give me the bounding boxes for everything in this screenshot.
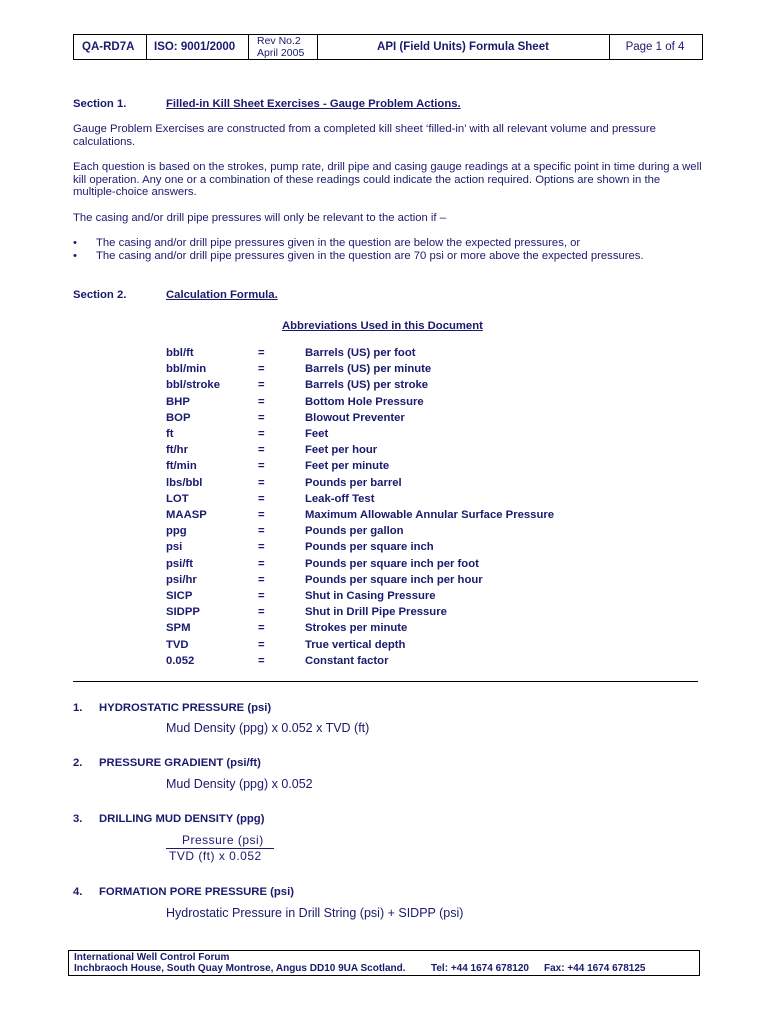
abbreviation-row [0,606,768,622]
abbreviation-row [0,347,768,363]
abbreviation-term: SICP [166,590,193,602]
abbreviation-term: SPM [166,622,191,635]
abbreviation-term: LOT [166,492,189,505]
abbreviation-term: ppg [166,525,187,538]
equals-sign: = [258,638,265,651]
header-divider [248,35,249,59]
section1-paragraph-3: The casing and/or drill pipe pressures will only be relevant to the action if – [73,212,446,224]
equals-sign: = [258,411,265,424]
iso-standard: ISO: 9001/2000 [154,41,236,53]
revision-number: Rev No.2 [257,35,301,47]
equals-sign: = [258,476,265,489]
section1-number: Section 1. [73,98,127,110]
formula-number: 2. [73,757,83,769]
abbreviation-term: BOP [166,411,191,424]
abbreviation-term: bbl/min [166,363,207,376]
abbreviation-row [0,558,768,574]
equals-sign: = [258,460,265,473]
document-footer [68,950,700,976]
equals-sign: = [258,606,265,619]
formula-expression: Mud Density (ppg) x 0.052 x TVD (ft) [166,721,370,735]
abbreviation-term: TVD [166,638,189,651]
revision-date: April 2005 [257,47,305,59]
section2-title: Calculation Formula. [166,289,278,301]
bullet-text: The casing and/or drill pipe pressures given in the question are 70 psi or more above the expected pressures. [96,250,644,262]
equals-sign: = [258,395,265,408]
abbreviation-row [0,379,768,395]
abbreviation-row [0,396,768,412]
formula-title: PRESSURE GRADIENT (psi/ft) [99,757,261,769]
section2-number: Section 2. [73,289,127,301]
abbreviation-term: lbs/bbl [166,476,203,489]
page-indicator: Page 1 of 4 [625,41,685,53]
abbreviation-row [0,363,768,379]
header-divider [146,35,147,59]
abbreviation-meaning: Pounds per gallon [305,525,404,538]
doc-code: QA-RD7A [82,41,135,53]
formula-number: 1. [73,702,83,714]
abbreviation-row [0,541,768,557]
abbreviation-term: SIDPP [166,606,200,619]
abbreviation-row [0,655,768,671]
formula-number: 4. [73,886,83,898]
abbreviation-meaning: Pounds per square inch [305,541,434,554]
formula-expression: Mud Density (ppg) x 0.052 [166,777,313,791]
header-divider [317,35,318,59]
abbreviation-term: ft [166,428,174,440]
fraction-numerator: Pressure (psi) [182,833,264,847]
section1-paragraph-2: Each question is based on the strokes, pump rate, drill pipe and casing gauge readings at a specific point in time during a well kill operation. Any one or a combination of these readings could indicate the action required. Options are shown in the multiple-choice answers. [73,161,702,198]
formula-number: 3. [73,813,83,825]
equals-sign: = [258,379,265,392]
equals-sign: = [258,622,265,635]
formula-title: HYDROSTATIC PRESSURE (psi) [99,702,272,714]
abbreviation-term: psi [166,541,183,554]
abbreviation-term: psi/ft [166,557,193,570]
abbreviation-term: ft/min [166,460,197,473]
abbreviation-meaning: Barrels (US) per stroke [305,379,429,392]
abbreviation-meaning: Pounds per square inch per hour [305,573,483,586]
equals-sign: = [258,444,265,457]
abbreviation-meaning: Maximum Allowable Annular Surface Pressure [305,509,555,521]
equals-sign: = [258,590,265,602]
abbreviation-meaning: Strokes per minute [305,622,408,635]
abbreviation-meaning: Feet per minute [305,460,390,473]
abbreviation-meaning: Blowout Preventer [305,411,405,424]
abbreviation-meaning: Barrels (US) per minute [305,363,432,376]
document-header [73,34,703,60]
formula-title: FORMATION PORE PRESSURE (psi) [99,886,294,898]
abbreviation-row [0,444,768,460]
abbreviation-meaning: Leak-off Test [305,492,375,505]
abbreviation-row [0,477,768,493]
abbreviation-term: bbl/stroke [166,379,220,392]
formula-expression: Hydrostatic Pressure in Drill String (psi) + SIDPP (psi) [166,906,464,920]
bullet-dot: • [73,250,77,262]
abbreviation-meaning: Constant factor [305,654,389,667]
equals-sign: = [258,347,265,359]
section1-title: Filled-in Kill Sheet Exercises - Gauge Problem Actions. [166,98,461,110]
abbreviation-row [0,622,768,638]
abbreviation-row [0,412,768,428]
abbreviation-meaning: Shut in Drill Pipe Pressure [305,606,447,619]
abbreviation-term: ft/hr [166,444,188,457]
footer-fax: Fax: +44 1674 678125 [544,963,646,974]
abbreviation-row [0,574,768,590]
abbreviation-term: bbl/ft [166,347,194,359]
abbreviation-row [0,639,768,655]
abbreviation-meaning: Barrels (US) per foot [305,347,416,359]
equals-sign: = [258,363,265,376]
abbreviation-meaning: Shut in Casing Pressure [305,590,436,602]
bullet-text: The casing and/or drill pipe pressures given in the question are below the expected pressures, or [96,237,581,249]
abbreviation-meaning: Pounds per square inch per foot [305,557,479,570]
abbreviation-row [0,493,768,509]
section1-paragraph-1: Gauge Problem Exercises are constructed from a completed kill sheet ‘filled-in’ with all relevant volume and pressure calculations. [73,123,656,148]
abbreviation-term: psi/hr [166,573,197,586]
abbreviation-meaning: Pounds per barrel [305,476,402,489]
abbreviation-meaning: Feet per hour [305,444,378,457]
abbreviation-term: BHP [166,395,190,408]
equals-sign: = [258,573,265,586]
footer-telephone: Tel: +44 1674 678120 [431,963,529,974]
abbreviation-row [0,428,768,444]
abbreviation-row [0,509,768,525]
formula-title: DRILLING MUD DENSITY (ppg) [99,813,265,825]
equals-sign: = [258,492,265,505]
equals-sign: = [258,541,265,554]
fraction-denominator: TVD (ft) x 0.052 [169,849,262,863]
abbreviation-meaning: Bottom Hole Pressure [305,395,424,408]
revision-cell [257,35,325,59]
abbreviation-row [0,460,768,476]
equals-sign: = [258,509,265,521]
horizontal-divider [73,681,698,682]
abbreviation-row [0,590,768,606]
equals-sign: = [258,654,265,667]
abbreviation-meaning: True vertical depth [305,638,406,651]
abbreviations-heading: Abbreviations Used in this Document [282,320,483,332]
equals-sign: = [258,428,265,440]
document-title: API (Field Units) Formula Sheet [377,41,549,53]
footer-address: Inchbraoch House, South Quay Montrose, Angus DD10 9UA Scotland. [74,963,406,974]
abbreviation-meaning: Feet [305,428,329,440]
bullet-dot: • [73,237,77,249]
equals-sign: = [258,525,265,538]
abbreviation-term: MAASP [166,509,207,521]
abbreviation-row [0,525,768,541]
abbreviation-term: 0.052 [166,654,195,667]
footer-organization: International Well Control Forum [74,952,230,963]
equals-sign: = [258,557,265,570]
